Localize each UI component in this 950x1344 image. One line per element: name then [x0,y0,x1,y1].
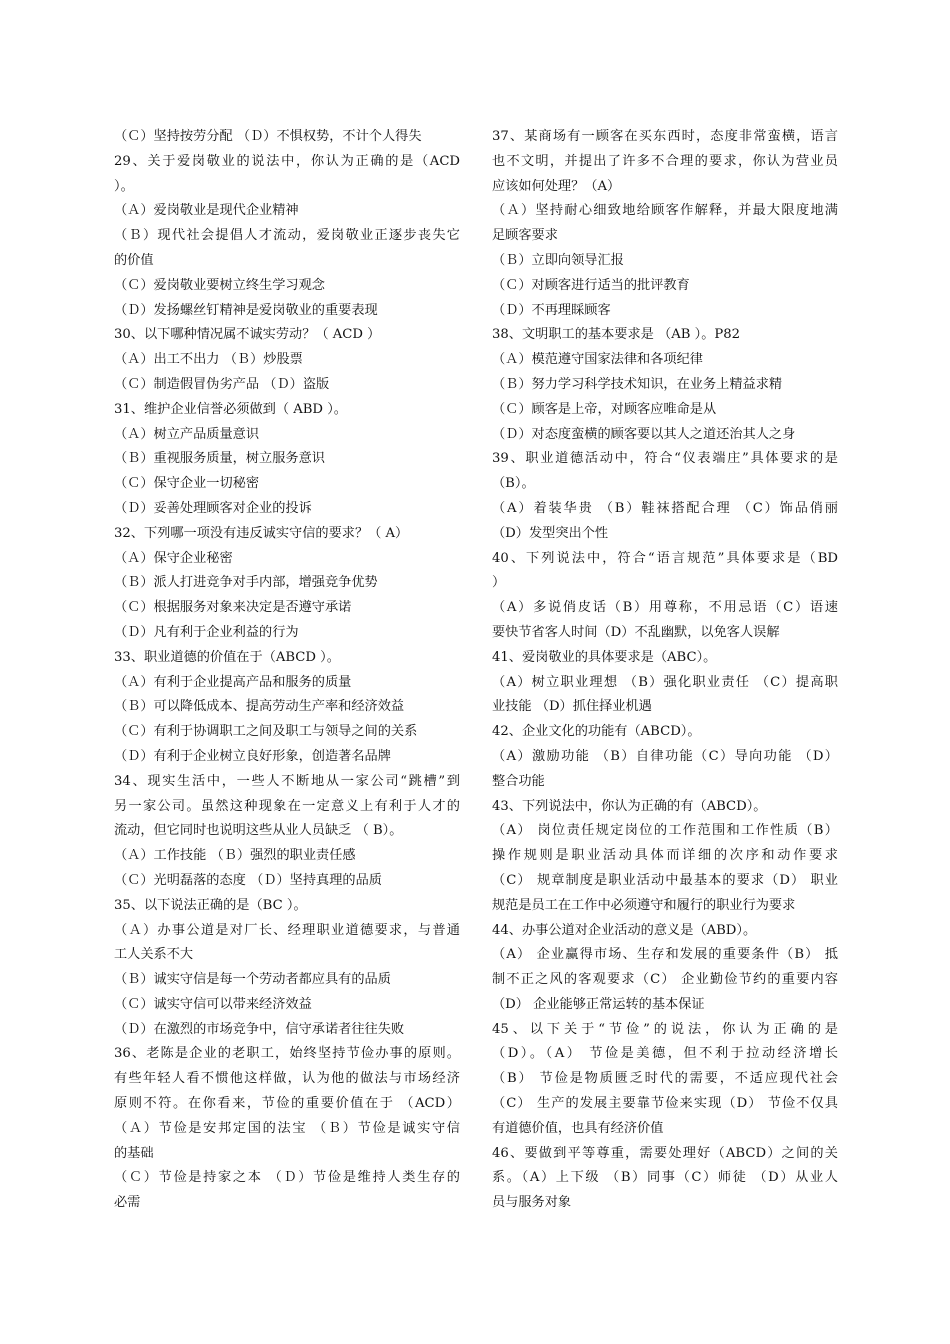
text-line: （A）激励功能 （B）自律功能（C）导向功能 （D） [492,748,838,764]
text-line: （Ａ）工作技能 （Ｂ）强烈的职业责任感 [114,848,356,864]
text-line: 也不文明，并提出了许多不合理的要求，你认为营业员 [492,153,838,169]
text-line: （Ｄ）在激烈的市场竞争中，信守承诺者往往失败 [114,1021,405,1037]
text-line: （Ｃ）光明磊落的态度 （Ｄ）坚持真理的品质 [114,872,382,888]
text-line: （Ｃ）对顾客进行适当的批评教育 [492,277,690,293]
text-line: （B） 节俭是物质匮乏时代的需要，不适应现代社会 [492,1071,838,1087]
text-line: （C） 规章制度是职业活动中最基本的要求（D） 职业 [492,872,838,888]
text-line: （Ａ）办事公道是对厂长、经理职业道德要求，与普通 [114,922,460,938]
text-line: （Ｃ）保守企业一切秘密 [114,476,260,492]
text-line: 操作规则是职业活动具体而详细的次序和动作要求 [492,848,838,864]
text-line: 31、维护企业信誉必须做到（ ABD ）。 [114,401,347,417]
text-line: （Ａ）树立产品质量意识 [114,426,260,442]
text-line: （Ａ）爱岗敬业是现代企业精神 [114,203,299,219]
text-line: （Ｃ）顾客是上帝，对顾客应唯命是从 [492,401,717,417]
text-line: 的价值 [114,252,154,268]
text-line: 36、老陈是企业的老职工，始终坚持节俭办事的原则。 [114,1046,460,1062]
text-line: 工人关系不大 [114,947,194,963]
text-line: （Ｂ）立即向领导汇报 [492,252,624,268]
text-line: 35、以下说法正确的是（BC ）。 [114,897,307,913]
text-line: （Ｃ）有利于协调职工之间及职工与领导之间的关系 [114,724,418,740]
text-line: （A）树立职业理想 （B）强化职业责任 （C）提高职 [492,674,838,690]
text-line: （Ａ）坚持耐心细致地给顾客作解释，并最大限度地满 [492,203,838,219]
text-line: （A）多说俏皮话（B）用尊称，不用忌语（C）语速 [492,600,838,616]
text-line: 44、办事公道对企业活动的意义是（ABD）。 [492,922,757,938]
text-line: 37、某商场有一顾客在买东西时，态度非常蛮横，语言 [492,129,838,144]
left-column [114,125,460,1216]
text-line: 33、职业道德的价值在于（ABCD ）。 [114,649,340,665]
right-column [492,125,838,1216]
text-line: （Ｃ）爱岗敬业要树立终生学习观念 [114,277,325,293]
text-line: （Ｄ）妥善处理顾客对企业的投诉 [114,500,312,516]
text-line: 46、要做到平等尊重，需要处理好（ABCD）之间的关 [492,1145,838,1161]
text-line: （D）。（A） 节俭是美德，但不利于拉动经济增长 [492,1046,838,1062]
text-line: 41、爱岗敬业的具体要求是（ABC）。 [492,649,717,665]
text-line: （Ｃ）节俭是持家之本 （Ｄ）节俭是维持人类生存的 [114,1170,460,1186]
text-line: 整合功能 [492,773,545,789]
text-line: 34、现实生活中，一些人不断地从一家公司“跳槽”到 [114,773,460,789]
text-line: 制不正之风的客观要求（C） 企业勤俭节约的重要内容 [492,972,838,988]
text-line: 32、下列哪一项没有违反诚实守信的要求？（ A） [114,525,409,541]
text-line: 29、关于爱岗敬业的说法中，你认为正确的是（ACD [114,153,460,169]
text-line: 39、职业道德活动中，符合“仪表端庄”具体要求的是 [492,451,838,467]
text-line: 员与服务对象 [492,1195,572,1211]
text-line: （Ｂ）可以降低成本、提高劳动生产率和经济效益 [114,699,405,715]
text-line: （D）发型突出个性 [492,525,609,541]
text-line: 应该如何处理？（A） [492,178,621,194]
text-line: 原则不符。在你看来，节俭的重要价值在于 （ACD） [114,1096,460,1112]
text-line: （Ｃ）坚持按劳分配 （Ｄ）不惧权势，不计个人得失 [114,129,422,144]
text-line: 必需 [114,1195,141,1211]
text-line: 的基础 [114,1145,154,1161]
text-line: ）。 [114,178,134,194]
text-line: （Ｂ）现代社会提倡人才流动，爱岗敬业正逐步丧失它 [114,228,460,244]
text-line: （Ｄ）有利于企业树立良好形象，创造著名品牌 [114,748,391,764]
text-line: （Ｄ）不再理睬顾客 [492,302,611,318]
text-line: （Ｄ）发扬螺丝钉精神是爱岗敬业的重要表现 [114,302,378,318]
text-line: 规范是员工在工作中必须遵守和履行的职业行为要求 [492,897,796,913]
text-line: （B）。 [492,476,535,492]
text-line: （Ｃ）根据服务对象来决定是否遵守承诺 [114,600,352,616]
text-line: （Ａ）模范遵守国家法律和各项纪律 [492,352,703,368]
text-line: 足顾客要求 [492,228,558,244]
text-line: （Ｄ）对态度蛮横的顾客要以其人之道还治其人之身 [492,426,796,442]
text-line: （Ａ）有利于企业提高产品和服务的质量 [114,674,352,690]
text-line: 38、文明职工的基本要求是 （AB ）。P82 [492,327,741,343]
text-line: 系。（A）上下级 （B）同事（C）师徒 （D）从业人 [492,1170,838,1186]
text-line: ） [492,575,506,591]
text-line: （Ｃ）诚实守信可以带来经济效益 [114,996,312,1012]
text-line: 业技能 （D）抓住择业机遇 [492,699,652,715]
text-line: 42、企业文化的功能有（ABCD）。 [492,724,701,740]
text-line: （D） 企业能够正常运转的基本保证 [492,996,705,1012]
text-line: （C） 生产的发展主要靠节俭来实现（D） 节俭不仅具 [492,1096,838,1112]
text-line: （A） 企业赢得市场、生存和发展的重要条件（B） 抵 [492,947,838,963]
text-line: （Ｂ）重视服务质量，树立服务意识 [114,451,325,467]
text-line: 有些年轻人看不惯他这样做，认为他的做法与市场经济 [114,1071,460,1087]
text-line: （Ｄ）凡有利于企业利益的行为 [114,624,299,640]
text-line: 另一家公司。虽然这种现象在一定意义上有利于人才的 [114,798,460,814]
text-line: （Ａ）节俭是安邦定国的法宝 （Ｂ）节俭是诚实守信 [114,1120,460,1136]
text-line: 有道德价值，也具有经济价值 [492,1120,664,1136]
text-line: 45、以下关于“节俭”的说法，你认为正确的是 [492,1021,838,1037]
text-line: （Ａ）保守企业秘密 [114,550,233,566]
text-line: （A） 岗位责任规定岗位的工作范围和工作性质（B） [492,823,838,839]
text-line: （Ｃ）制造假冒伪劣产品 （Ｄ）盗版 [114,376,330,392]
text-line: （Ｂ）努力学习科学技术知识，在业务上精益求精 [492,376,783,392]
text-line: 流动，但它同时也说明这些从业人员缺乏 （ B）。 [114,823,403,839]
text-line: 43、下列说法中，你认为正确的有（ABCD）。 [492,798,767,814]
text-line: 要快节省客人时间（D）不乱幽默，以免客人误解 [492,624,780,640]
text-line: 30、以下哪种情况属不诚实劳动？（ ACD ） [114,327,381,343]
text-line: （A）着装华贵 （B）鞋袜搭配合理 （C）饰品俏丽 [492,500,838,516]
text-line: （Ｂ）诚实守信是每一个劳动者都应具有的品质 [114,972,391,988]
text-line: 40、下列说法中，符合“语言规范”具体要求是（BD [492,550,838,566]
text-line: （Ａ）出工不出力 （Ｂ）炒股票 [114,352,303,368]
text-line: （Ｂ）派人打进竞争对手内部，增强竞争优势 [114,575,378,591]
